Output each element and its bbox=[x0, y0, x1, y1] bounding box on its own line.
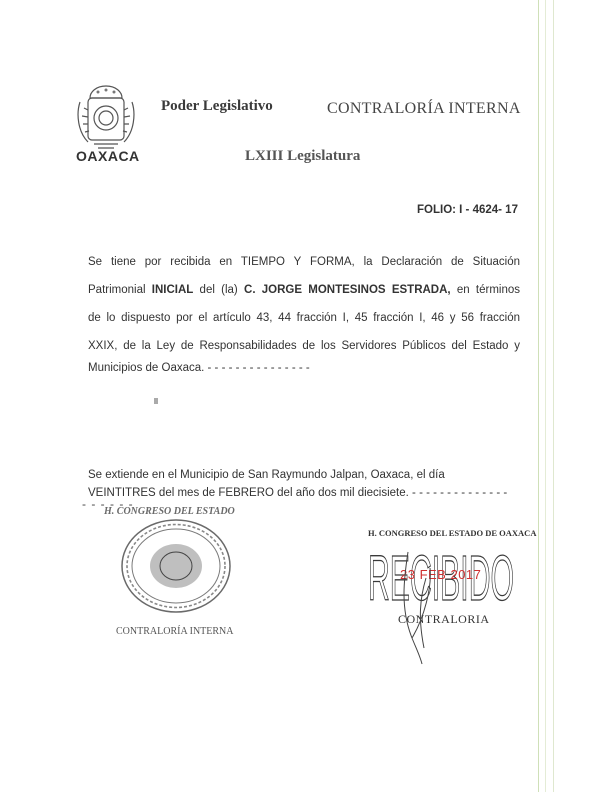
body-text-segment: del (la) bbox=[193, 284, 245, 296]
body-text-segment: Municipios de Oaxaca. - - - - - - - - - - - - - - - bbox=[88, 362, 310, 374]
body-text-segment: XXIX, de la Ley de Responsabilidades de los Servidores Públicos del Estado y bbox=[88, 340, 520, 352]
svg-text:RECIBIDO: RECIBIDO bbox=[368, 542, 514, 608]
body-line bbox=[88, 312, 520, 324]
body-line bbox=[88, 340, 520, 352]
body-text-segment: de lo dispuesto por el artículo 43, 44 fracción I, 45 fracción I, 46 y 56 fracción bbox=[88, 312, 520, 324]
crest-emblem-icon bbox=[74, 82, 138, 154]
left-seal-top-label: H. CONGRESO DEL ESTADO bbox=[104, 506, 235, 517]
body-text-segment: la Declaración de Situación bbox=[354, 256, 520, 268]
body-text-segment: TIEMPO Y FORMA, bbox=[240, 256, 355, 268]
body-text-segment: Se extiende en el Municipio de San Raymundo Jalpan, Oaxaca, el día bbox=[88, 469, 445, 481]
scan-edge-line bbox=[545, 0, 546, 792]
received-stamp-footer: CONTRALORIA bbox=[398, 612, 490, 626]
received-stamp-header: H. CONGRESO DEL ESTADO DE OAXACA bbox=[368, 528, 537, 538]
scan-edge-line bbox=[553, 0, 554, 792]
body-text-segment: INICIAL bbox=[151, 284, 194, 296]
body-text-segment: Patrimonial bbox=[88, 284, 152, 296]
handwritten-signature bbox=[380, 548, 460, 668]
body-text-segment: Se tiene por recibida en bbox=[88, 256, 241, 268]
folio-number: FOLIO: I - 4624- 17 bbox=[417, 204, 518, 216]
header-right-title: CONTRALORÍA INTERNA bbox=[327, 100, 521, 117]
body-text-segment: en términos bbox=[450, 284, 521, 296]
legislature-title: LXIII Legislatura bbox=[245, 148, 361, 164]
received-stamp-date: 23 FEB 2017 bbox=[400, 567, 482, 582]
body-line bbox=[88, 362, 310, 374]
body-text-segment: VEINTITRES del mes de FEBRERO del año dos mil diecisiete. - - - - - - - - - - - - - - bbox=[88, 487, 508, 499]
header-left-title: Poder Legislativo bbox=[161, 98, 273, 114]
crest-label: OAXACA bbox=[76, 148, 140, 164]
body-line bbox=[88, 256, 520, 268]
body-text-segment: C. JORGE MONTESINOS ESTRADA, bbox=[244, 284, 451, 296]
body-line bbox=[88, 469, 445, 481]
scan-edge-line bbox=[538, 0, 539, 792]
body-line bbox=[88, 284, 520, 296]
left-seal-bottom-label: CONTRALORÍA INTERNA bbox=[116, 626, 234, 637]
scan-speck bbox=[154, 398, 158, 404]
trailing-dashes: - - - - - - bbox=[82, 497, 134, 511]
congress-seal-stamp bbox=[120, 518, 232, 614]
body-line bbox=[88, 487, 507, 499]
